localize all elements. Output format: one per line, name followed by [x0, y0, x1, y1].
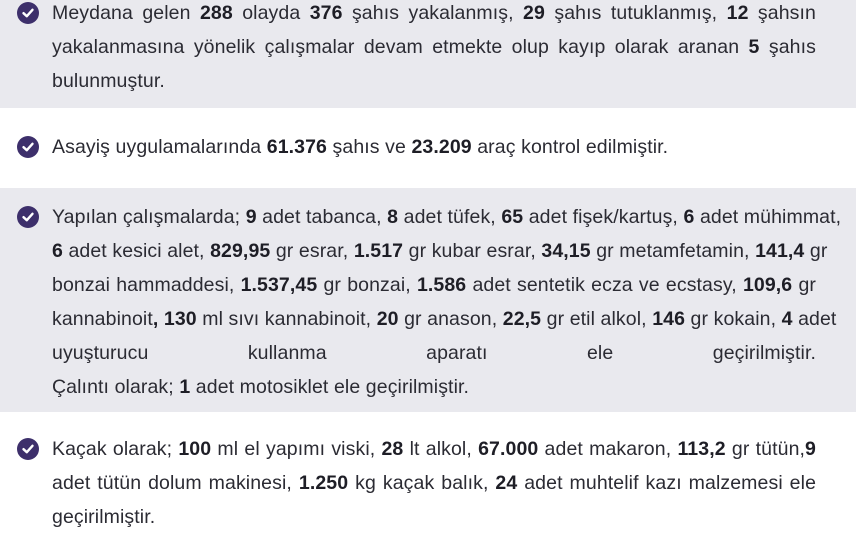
- bold-value: 65: [501, 206, 524, 228]
- item-text-4: [52, 432, 816, 534]
- bold-value: 9: [245, 206, 257, 228]
- text-run: uyuşturucu kullanma aparatı ele geçirilmiştir.: [52, 342, 816, 364]
- text-run: Meydana gelen: [52, 2, 200, 24]
- bold-value: 100: [178, 438, 212, 460]
- text-line: [52, 268, 816, 302]
- text-run: adet mühimmat,: [694, 206, 842, 228]
- text-run: adet tütün dolum makinesi,: [52, 472, 299, 494]
- text-run: gr bonzai,: [317, 274, 417, 296]
- item-text-2: [52, 130, 816, 164]
- check-circle-icon: [17, 206, 39, 228]
- text-run: adet: [792, 308, 837, 330]
- bold-value: 29: [523, 2, 545, 24]
- text-line: [52, 432, 816, 466]
- text-line: [52, 302, 837, 336]
- bold-value: 6: [52, 240, 63, 262]
- bold-value: 1.517: [353, 240, 404, 262]
- check-circle-icon: [17, 136, 39, 158]
- text-run: adet muhtelif kazı malzemesi ele: [517, 472, 817, 494]
- text-run: gr kubar esrar,: [403, 240, 542, 262]
- text-run: şahsın: [748, 2, 816, 24]
- text-run: Kaçak olarak;: [52, 438, 179, 460]
- bold-value: 61.376: [266, 136, 327, 158]
- text-run: Yapılan çalışmalarda;: [52, 206, 246, 228]
- text-run: adet makaron,: [538, 438, 678, 460]
- text-run: adet tüfek,: [398, 206, 502, 228]
- item-block-1: [0, 0, 856, 108]
- text-run: Çalıntı olarak;: [52, 376, 180, 398]
- text-line: [52, 130, 816, 164]
- text-run: adet motosiklet ele geçirilmiştir.: [190, 376, 470, 398]
- text-run: ml el yapımı viski,: [211, 438, 382, 460]
- bold-value: 288: [199, 2, 233, 24]
- text-run: adet tabanca,: [256, 206, 388, 228]
- bold-value: 1.537,45: [240, 274, 318, 296]
- text-run: bulunmuştur.: [52, 70, 165, 92]
- text-run: şahıs tutuklanmış,: [544, 2, 727, 24]
- text-run: kg kaçak balık,: [348, 472, 496, 494]
- bold-value: 1.586: [416, 274, 467, 296]
- bold-value: 22,5: [502, 308, 542, 330]
- bold-value: 28: [381, 438, 404, 460]
- bold-value: 109,6: [742, 274, 793, 296]
- item-text-3: [52, 200, 842, 404]
- text-run: yakalanmasına yönelik çalışmalar devam etmekte olup kayıp olarak aranan: [52, 36, 749, 58]
- bold-value: 12: [726, 2, 749, 24]
- bold-value: , 130: [152, 308, 197, 330]
- text-run: bonzai hammaddesi,: [52, 274, 241, 296]
- bold-value: 113,2: [677, 438, 726, 460]
- bold-value: 829,95: [210, 240, 271, 262]
- bold-value: 67.000: [478, 438, 539, 460]
- text-run: gr metamfetamin,: [590, 240, 756, 262]
- bold-value: 1.250: [298, 472, 349, 494]
- text-run: geçirilmiştir.: [52, 506, 156, 528]
- text-line: [52, 0, 816, 30]
- text-run: olayda: [232, 2, 310, 24]
- bold-value: 34,15: [541, 240, 591, 262]
- text-run: adet sentetik ecza ve ecstasy,: [466, 274, 743, 296]
- text-run: Asayiş uygulamalarında: [52, 136, 267, 158]
- item-text-1: [52, 0, 816, 98]
- text-line: [52, 64, 816, 98]
- text-run: araç kontrol edilmiştir.: [471, 136, 669, 158]
- item-block-2: [0, 108, 856, 188]
- text-run: adet fişek/kartuş,: [523, 206, 684, 228]
- text-line: [52, 200, 842, 234]
- text-run: gr kokain,: [685, 308, 782, 330]
- text-run: adet kesici alet,: [62, 240, 211, 262]
- bold-value: 24: [495, 472, 518, 494]
- text-run: gr: [804, 240, 828, 262]
- text-run: şahıs ve: [327, 136, 412, 158]
- bold-value: 4: [781, 308, 793, 330]
- bold-value: 8: [387, 206, 399, 228]
- bold-value: 141,4: [755, 240, 805, 262]
- text-line: [52, 500, 816, 534]
- bold-value: 23.209: [411, 136, 472, 158]
- text-line: [52, 234, 828, 268]
- bold-value: 1: [179, 376, 191, 398]
- text-run: gr etil alkol,: [541, 308, 653, 330]
- text-line: [52, 466, 816, 500]
- bold-value: 6: [683, 206, 695, 228]
- bold-value: 9: [805, 438, 816, 460]
- text-run: lt alkol,: [403, 438, 479, 460]
- text-run: gr tütün,: [725, 438, 806, 460]
- bold-value: 376: [309, 2, 343, 24]
- text-line: [52, 370, 816, 404]
- bold-value: 146: [652, 308, 686, 330]
- bold-value: 20: [376, 308, 399, 330]
- text-run: gr esrar,: [270, 240, 354, 262]
- text-line: [52, 336, 816, 370]
- text-line: [52, 30, 816, 64]
- text-run: şahıs: [759, 36, 816, 58]
- check-circle-icon: [17, 2, 39, 24]
- text-run: gr anason,: [398, 308, 503, 330]
- item-block-3: [0, 188, 856, 412]
- item-block-4: [0, 412, 856, 528]
- text-run: şahıs yakalanmış,: [342, 2, 524, 24]
- bold-value: 5: [748, 36, 760, 58]
- text-run: gr: [792, 274, 816, 296]
- text-run: kannabinoit: [52, 308, 153, 330]
- text-run: ml sıvı kannabinoit,: [196, 308, 377, 330]
- check-circle-icon: [17, 438, 39, 460]
